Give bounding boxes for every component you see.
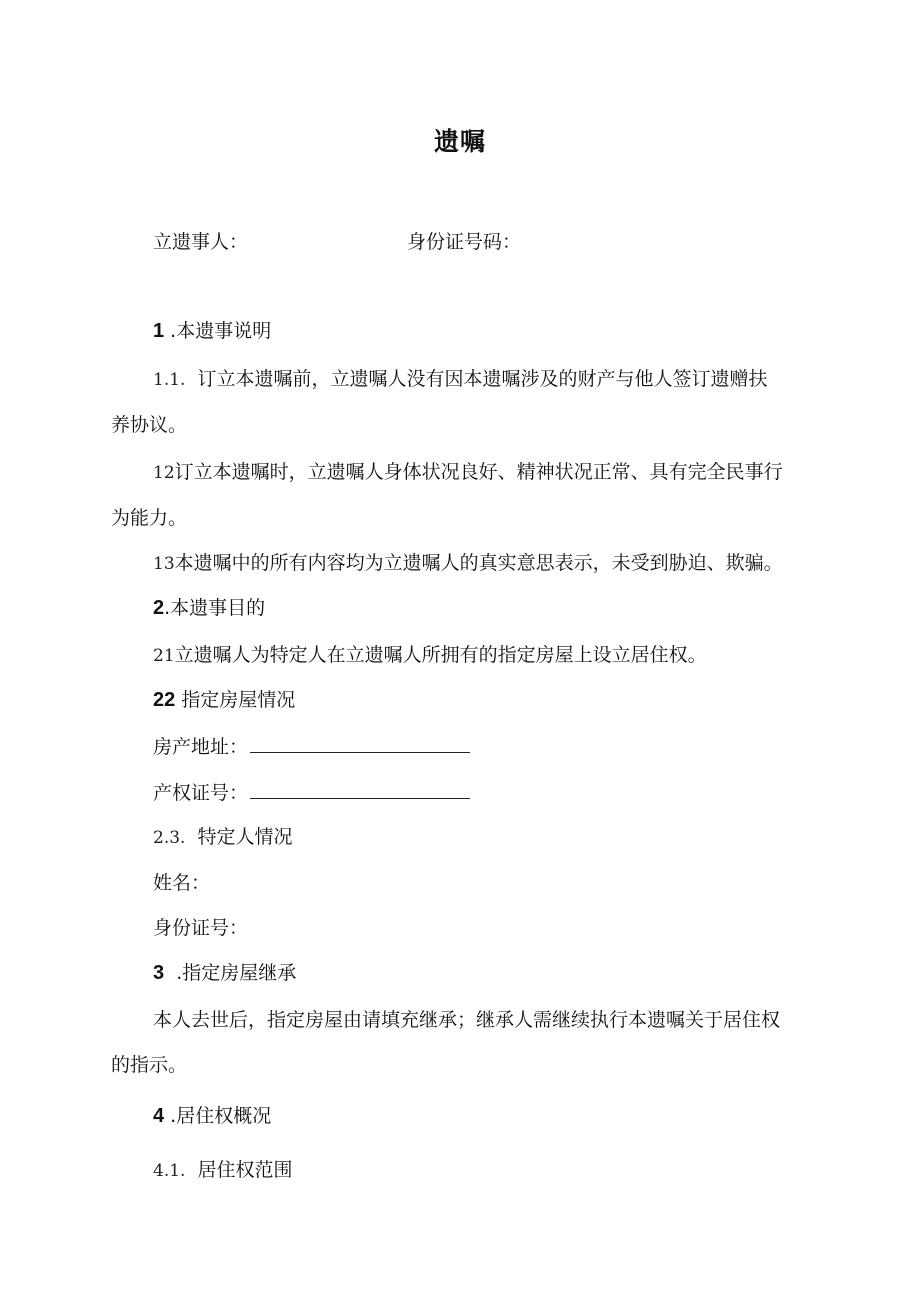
property-address-label: 房产地址： xyxy=(153,736,249,758)
section-2-title: .本遗事目的 xyxy=(164,597,266,619)
id-number-label: 身份证号码： xyxy=(407,231,522,253)
section-4-heading xyxy=(153,1104,271,1128)
clause-4-1 xyxy=(153,1158,293,1183)
section-1-heading xyxy=(153,319,271,343)
clause-2-2-number: 22 xyxy=(153,689,176,711)
section-2-heading xyxy=(153,596,265,620)
clause-2-3 xyxy=(153,825,293,850)
property-cert-blank[interactable] xyxy=(250,780,470,799)
clause-1-2-text: 订立本遗嘱时，立遗嘱人身体状况良好、精神状况正常、具有完全民事行 xyxy=(174,461,783,483)
clause-2-2-text: 指定房屋情况 xyxy=(181,689,296,711)
clause-4-1-number: 4.1. xyxy=(153,1161,186,1181)
clause-2-1-text: 立遗嘱人为特定人在立遗嘱人所拥有的指定房屋上设立居住权。 xyxy=(174,644,707,666)
clause-4-1-text: 居住权范围 xyxy=(197,1159,293,1181)
testator-label: 立遗事人： xyxy=(153,231,249,253)
section-1-title: .本遗事说明 xyxy=(164,320,272,342)
section-3-heading xyxy=(153,961,296,985)
section-3-paragraph-continued: 的指示。 xyxy=(111,1054,188,1076)
property-address-blank[interactable] xyxy=(250,734,470,753)
property-cert-label: 产权证号： xyxy=(153,782,249,804)
person-name-label: 姓名： xyxy=(153,872,211,894)
section-3-number: 3 xyxy=(153,962,165,984)
clause-1-1-text: 订立本遗嘱前，立遗嘱人没有因本遗嘱涉及的财产与他人签订遗赠扶 xyxy=(197,368,768,390)
clause-2-2 xyxy=(153,688,295,712)
document-title: 遗嘱 xyxy=(433,127,486,156)
section-2-number: 2 xyxy=(153,597,165,619)
clause-1-1 xyxy=(153,367,768,392)
section-1-number: 1 xyxy=(153,320,165,342)
clause-2-1 xyxy=(153,643,707,668)
testator-field xyxy=(153,230,248,254)
section-3-title: .指定房屋继承 xyxy=(164,962,297,984)
clause-1-1-continued: 养协议。 xyxy=(111,414,188,436)
id-number-field xyxy=(407,230,521,254)
clause-2-1-number: 21 xyxy=(153,646,175,666)
person-id-label: 身份证号： xyxy=(153,917,249,939)
clause-1-3-number: 13 xyxy=(153,554,175,574)
clause-1-3 xyxy=(153,551,783,576)
clause-1-2-number: 12 xyxy=(153,463,175,483)
section-4-number: 4 xyxy=(153,1105,165,1127)
clause-2-3-number: 2.3. xyxy=(153,828,186,848)
clause-1-2 xyxy=(153,460,783,485)
property-address-field xyxy=(153,734,470,759)
clause-2-3-text: 特定人情况 xyxy=(197,826,293,848)
section-4-title: .居住权概况 xyxy=(164,1105,272,1127)
property-cert-field xyxy=(153,780,470,805)
clause-1-2-continued: 为能力。 xyxy=(111,507,188,529)
clause-1-3-text: 本遗嘱中的所有内容均为立遗嘱人的真实意思表示，未受到胁迫、欺骗。 xyxy=(174,552,783,574)
clause-1-1-number: 1.1. xyxy=(153,370,186,390)
section-3-paragraph: 本人去世后，指定房屋由请填充继承；继承人需继续执行本遗嘱关于居住权 xyxy=(153,1009,781,1031)
